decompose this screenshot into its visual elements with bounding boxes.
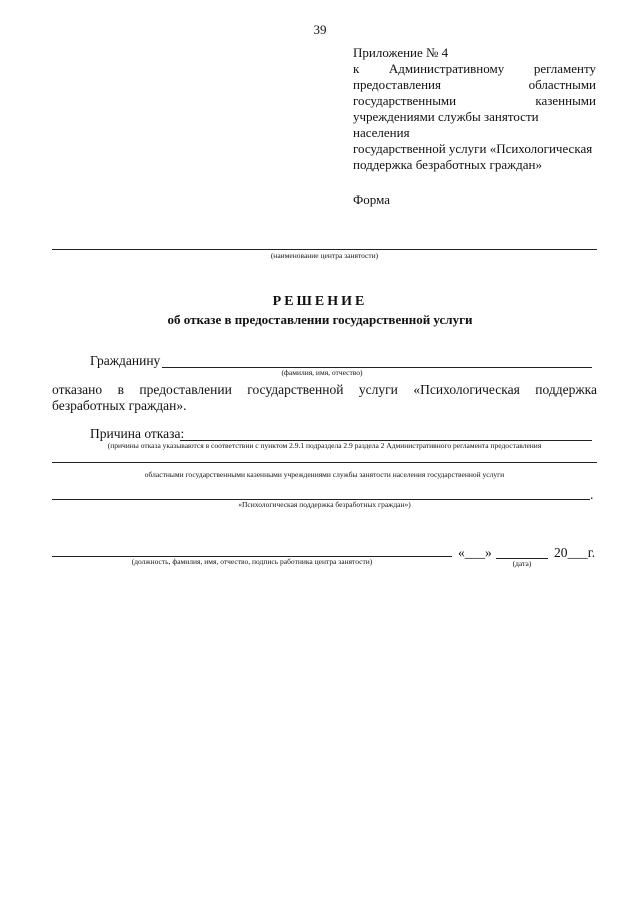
reason-label: Причина отказа: bbox=[90, 426, 185, 441]
appendix-line-6: государственной услуги «Психологическая bbox=[353, 141, 593, 156]
citizen-caption: (фамилия, имя, отчество) bbox=[281, 368, 363, 377]
citizen-label: Гражданину bbox=[90, 353, 161, 368]
appendix-word: казенными bbox=[535, 93, 596, 108]
reason-line-2 bbox=[52, 462, 597, 463]
reason-text-line-3: «Психологическая поддержка безработных граждан») bbox=[238, 500, 411, 509]
appendix-word: регламенту bbox=[533, 61, 596, 76]
date-year: 20___г. bbox=[554, 545, 596, 560]
employment-center-line bbox=[52, 249, 597, 250]
appendix-row-4 bbox=[353, 93, 596, 109]
refused-text: отказано в предоставлении государственной услуги «Психологическая поддержка безработных граждан». bbox=[52, 382, 597, 413]
appendix-word: государственными bbox=[353, 93, 457, 108]
appendix-word: областными bbox=[528, 77, 596, 92]
decision-title: РЕШЕНИЕ bbox=[272, 294, 368, 309]
appendix-line-7: поддержка безработных граждан» bbox=[353, 157, 542, 172]
signature-caption: (должность, фамилия, имя, отчество, подпись работника центра занятости) bbox=[131, 557, 373, 566]
employment-center-caption: (наименование центра занятости) bbox=[270, 251, 379, 260]
appendix-row-3 bbox=[353, 77, 596, 93]
date-day: «___» bbox=[458, 545, 492, 560]
appendix-word: к bbox=[353, 61, 360, 76]
reason-text-line-2: областными государственными казенными учреждениями службы занятости населения государственной услуги bbox=[144, 470, 505, 479]
appendix-row-2 bbox=[353, 61, 596, 77]
reason-caption: (причины отказа указываются в соответствии с пунктом 2.9.1 подраздела 2.9 раздела 2 Административного регламента предоставления bbox=[107, 441, 542, 450]
appendix-word: Административному bbox=[388, 61, 505, 76]
decision-subtitle: об отказе в предоставлении государственной услуги bbox=[167, 312, 473, 327]
page-number: 39 bbox=[313, 22, 327, 37]
appendix-title: Приложение № 4 bbox=[353, 45, 449, 60]
reason-end-comma: . bbox=[590, 487, 594, 502]
appendix-line-5: учреждениями службы занятости населения bbox=[353, 109, 539, 140]
date-caption: (дата) bbox=[512, 559, 532, 568]
form-label: Форма bbox=[353, 192, 390, 207]
appendix-header bbox=[353, 45, 596, 173]
appendix-word: предоставления bbox=[353, 77, 441, 92]
